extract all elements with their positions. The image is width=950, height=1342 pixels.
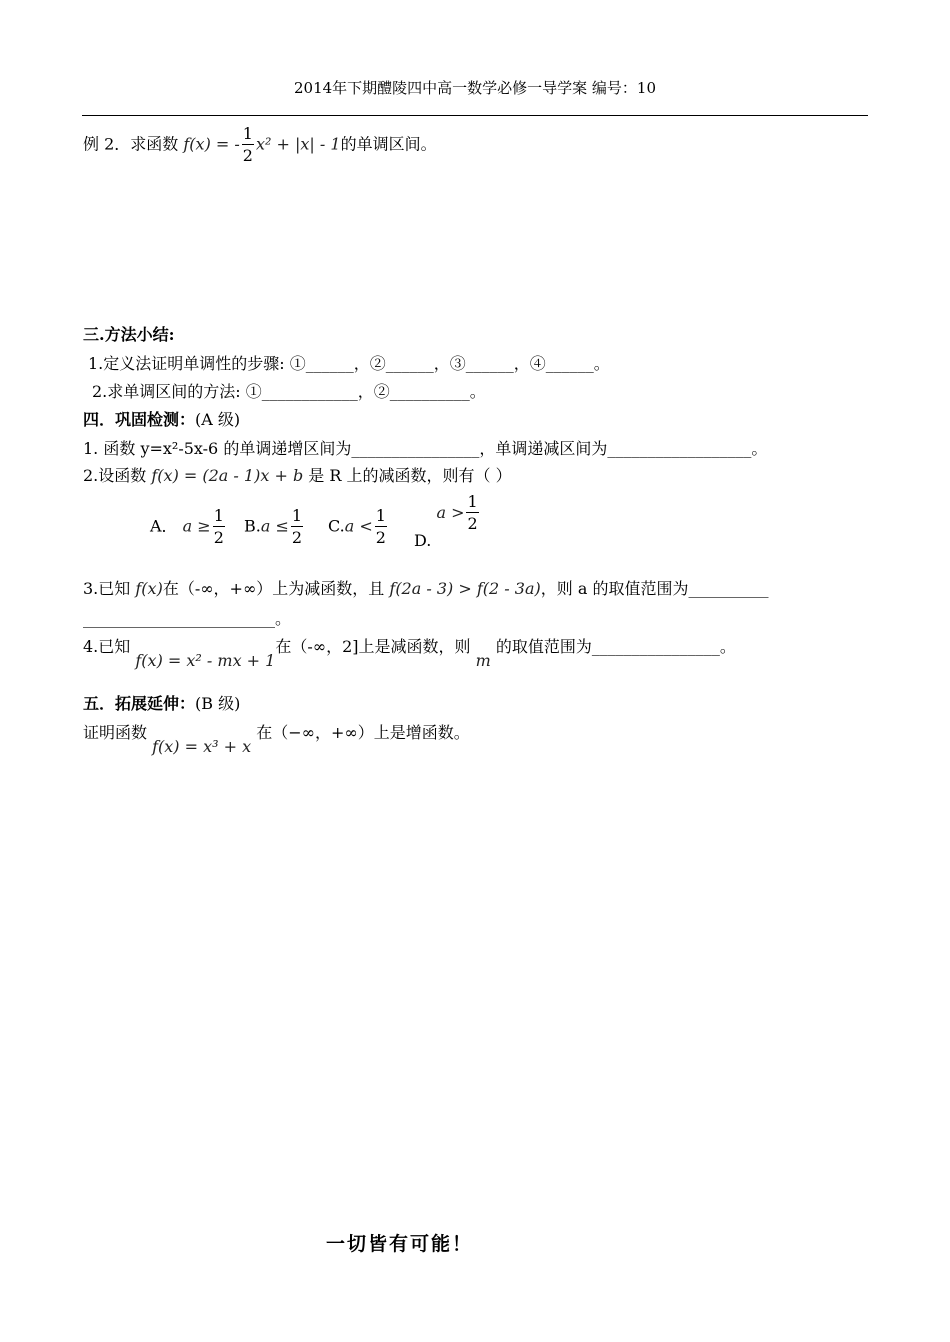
question-3-middle: 在（-∞，+∞）上为减函数，且 [162,579,385,598]
fraction-numerator: 1 [291,506,303,525]
fraction-denominator: 2 [291,528,303,547]
header-rule [82,115,868,116]
option-b-fraction [291,508,303,546]
option-b-label: B. [244,516,261,536]
option-a-fraction [213,508,225,546]
section-4-title: 四．巩固检测： [83,410,196,429]
question-3-suffix: ，则 a 的取值范围为__________ [540,579,769,598]
footer-motto: 一切皆有可能！ [326,1233,474,1255]
section-4-level: (A 级) [195,410,241,429]
option-d [414,492,481,550]
question-3-prefix: 3.已知 [83,579,131,598]
question-3-line-2: ________________________。 [83,609,292,628]
option-c [328,508,389,546]
section-5-title: 五．拓展延伸： [83,694,196,713]
question-3 [83,576,768,599]
option-b-expr: a ≤ [260,516,289,536]
page-header: 2014年下期醴陵四中高一数学必修一导学案 编号：10 [293,79,657,97]
section-3-title: 三.方法小结: [83,325,175,344]
fraction-denominator: 2 [213,528,224,547]
section-5-prefix: 证明函数 [83,723,148,742]
question-3-fx: f(x) [135,579,163,598]
example-2-func-tail: x² + |x| - 1 [255,134,341,154]
question-4-prefix: 4.已知 [83,637,131,656]
option-c-label: C. [328,516,345,536]
option-a [150,508,227,546]
question-2-func: f(x) = (2a - 1)x + b [151,466,304,485]
question-2-suffix: 是 R 上的减函数，则有（ ） [308,466,512,485]
fraction-numerator: 1 [242,124,253,143]
fraction-denominator: 2 [242,146,253,165]
question-4-var: m [475,651,491,670]
section-5-problem [83,720,470,756]
question-1: 1. 函数 y=x²-5x-6 的单调递增区间为________________，单调递减区间为__________________。 [83,439,768,458]
fraction-numerator: 1 [213,506,224,525]
fraction-numerator: 1 [375,506,386,525]
section-5-heading [83,691,240,714]
option-c-expr: a < [344,516,373,536]
option-c-fraction [375,508,387,546]
fraction-denominator: 2 [375,528,386,547]
question-4-suffix: 的取值范围为________________。 [495,637,736,656]
option-a-expr: a ≥ [182,516,211,536]
example-2 [83,126,437,164]
question-2-prefix: 2.设函数 [83,466,147,485]
option-d-expr: a > [436,502,465,522]
section-5-level: (B 级) [195,694,241,713]
example-2-suffix: 的单调区间。 [340,134,437,154]
option-d-fraction [466,494,478,532]
option-d-label: D. [414,530,432,550]
section-4-heading [83,407,240,430]
section-3-item-2: 2.求单调区间的方法: ①____________，②__________。 [92,382,486,401]
option-a-label: A． [150,516,178,536]
section-5-func: f(x) = x³ + x [152,737,252,756]
section-3-item-1: 1.定义法证明单调性的步骤: ①______，②______，③______，④______。 [88,354,610,373]
fraction-denominator: 2 [467,514,478,533]
section-5-suffix: 在（−∞，+∞）上是增函数。 [256,723,470,742]
example-2-func-head: f(x) = - [183,134,240,154]
question-3-inequality: f(2a - 3) > f(2 - 3a) [389,579,541,598]
fraction-numerator: 1 [467,492,478,511]
question-4-middle: 在（-∞，2]上是减函数，则 [275,637,471,656]
question-4-func: f(x) = x² - mx + 1 [135,651,276,670]
question-2 [83,463,512,486]
option-b [244,508,305,546]
example-2-prefix: 例 2．求函数 [83,134,179,154]
example-2-fraction [242,126,254,164]
question-4 [83,634,736,670]
